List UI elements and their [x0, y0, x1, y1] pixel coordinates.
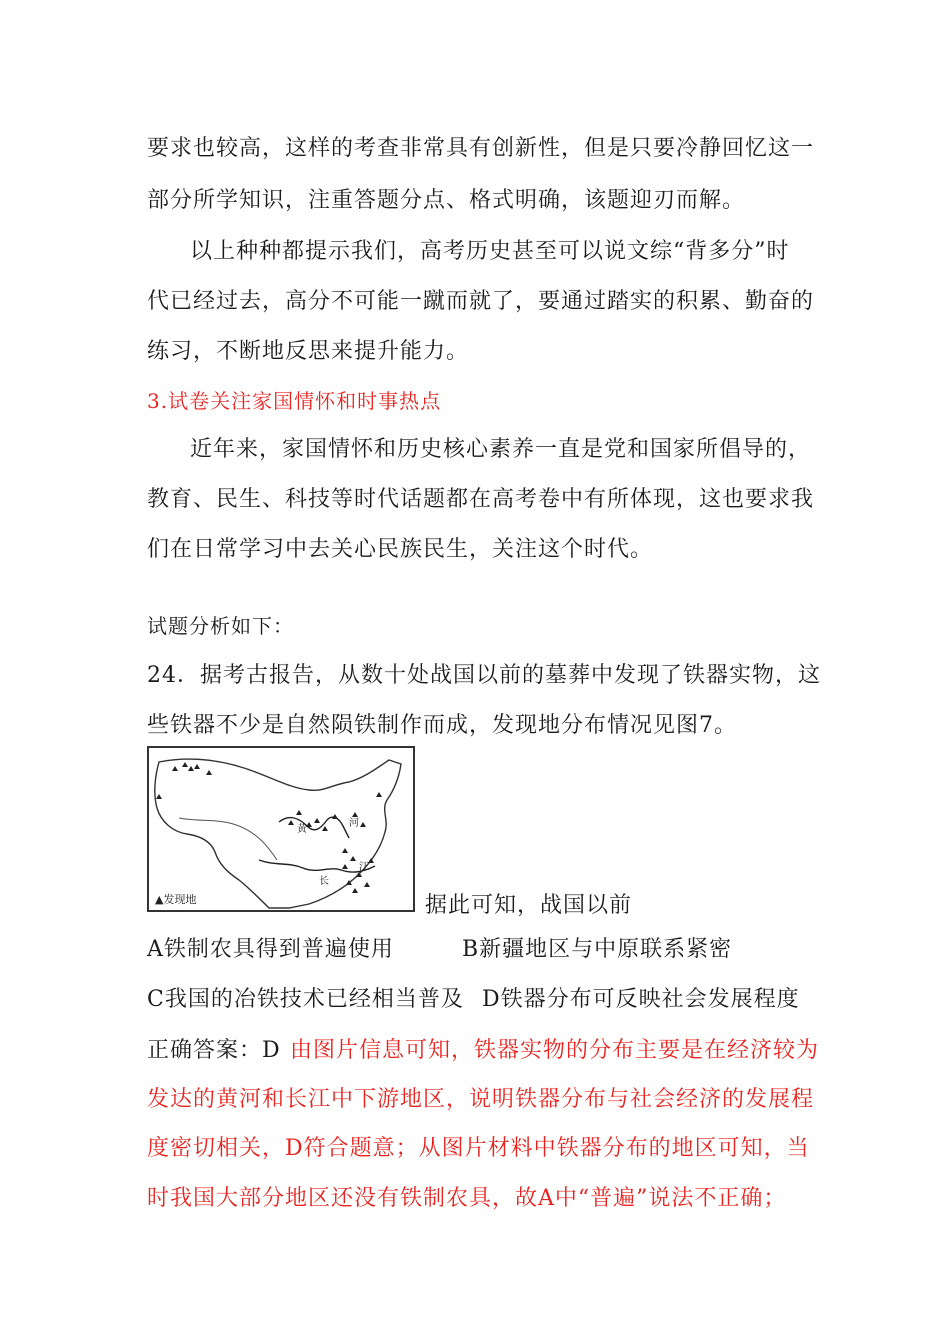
explanation-line: 度密切相关，D符合题意；从图片材料中铁器分布的地区可知，当 — [147, 1136, 810, 1161]
paragraph-line: 们在日常学习中去关心民族民生，关注这个时代。 — [147, 537, 654, 562]
paragraph-line: 部分所学知识，注重答题分点、格式明确，该题迎刃而解。 — [147, 188, 746, 213]
paragraph-line: 代已经过去，高分不可能一蹴而就了，要通过踏实的积累、勤奋的 — [147, 289, 815, 314]
section-heading: 3.试卷关注家国情怀和时事热点 — [147, 389, 442, 413]
paragraph-line: 以上种种都提示我们，高考历史甚至可以说文综“背多分”时 — [190, 239, 790, 264]
site-marker-icon — [342, 864, 348, 869]
explanation-line: 时我国大部分地区还没有铁制农具，故A中“普遍”说法不正确； — [147, 1186, 787, 1211]
site-marker-icon — [352, 888, 358, 893]
yellow-river — [279, 817, 349, 838]
site-marker-icon — [172, 766, 178, 771]
iron-artifact-distribution-map — [147, 746, 415, 912]
site-marker-icon — [342, 848, 348, 853]
site-marker-icon — [322, 826, 328, 831]
site-marker-icon — [364, 882, 370, 887]
paragraph-line: 练习，不断地反思来提升能力。 — [147, 339, 470, 364]
site-marker-icon — [314, 818, 320, 823]
site-marker-icon — [182, 762, 188, 767]
answer-label: 正确答案：D — [147, 1038, 281, 1063]
map-label-huang: 黄 — [297, 824, 307, 835]
site-marker-icon — [156, 794, 162, 799]
site-marker-icon — [376, 792, 382, 797]
paragraph-line: 教育、民生、科技等时代话题都在高考卷中有所体现，这也要求我 — [147, 487, 815, 512]
option-c: C我国的冶铁技术已经相当普及 — [147, 987, 464, 1012]
yangtze-river — [259, 860, 375, 872]
map-label-he: 河 — [349, 818, 359, 829]
site-marker-icon — [360, 822, 366, 827]
site-marker-icon — [206, 770, 212, 775]
option-b: B新疆地区与中原联系紧密 — [462, 937, 733, 962]
map-label-jiang: 江 — [359, 862, 369, 873]
site-marker-icon — [296, 810, 302, 815]
option-d: D铁器分布可反映社会发展程度 — [482, 987, 800, 1012]
question-stem: 些铁器不少是自然陨铁制作而成，发现地分布情况见图7。 — [147, 713, 737, 738]
question-stem: 24．据考古报告，从数十处战国以前的墓葬中发现了铁器实物，这 — [147, 663, 821, 688]
option-a: A铁制农具得到普遍使用 — [147, 937, 394, 962]
china-outline-map — [149, 748, 413, 910]
site-marker-icon — [188, 766, 194, 771]
analysis-title: 试题分析如下： — [147, 614, 294, 638]
site-marker-icon — [194, 764, 200, 769]
paragraph-line: 近年来，家国情怀和历史核心素养一直是党和国家所倡导的， — [190, 437, 812, 462]
site-marker-icon — [352, 812, 358, 817]
explanation-line: 由图片信息可知，铁器实物的分布主要是在经济较为 — [290, 1038, 820, 1063]
map-legend: ▲发现地 — [155, 893, 197, 906]
map-label-chang: 长 — [319, 876, 329, 887]
question-stem-continued: 据此可知，战国以前 — [425, 893, 633, 918]
paragraph-line: 要求也较高，这样的考查非常具有创新性，但是只要冷静回忆这一 — [147, 136, 815, 161]
site-marker-icon — [350, 856, 356, 861]
inner-border — [179, 818, 277, 860]
site-marker-icon — [288, 820, 294, 825]
country-border — [155, 759, 401, 908]
explanation-line: 发达的黄河和长江中下游地区，说明铁器分布与社会经济的发展程 — [147, 1087, 815, 1112]
